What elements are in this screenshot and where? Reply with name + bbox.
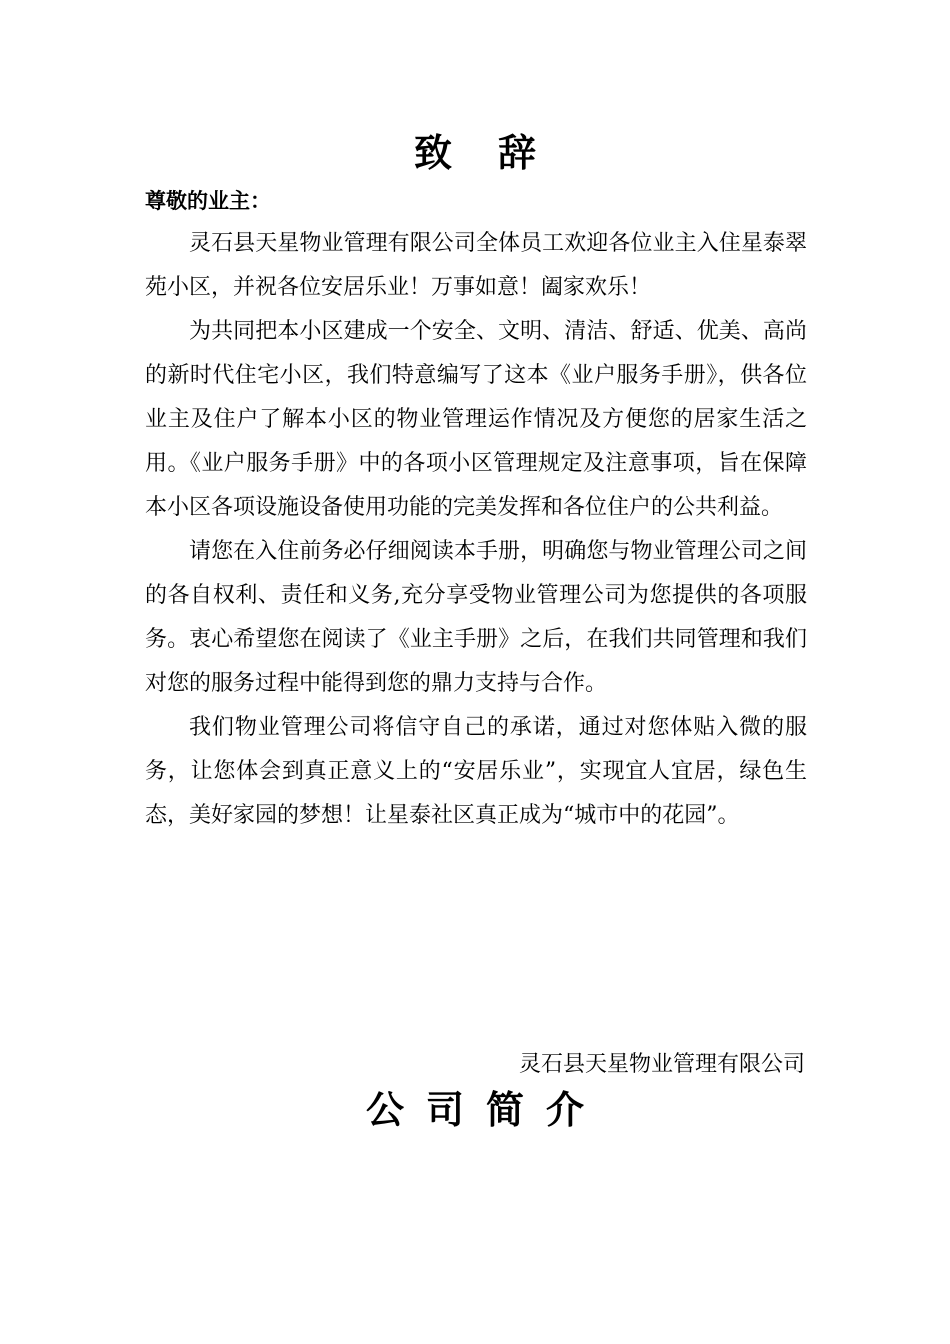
page-title: 致辞	[413, 130, 582, 175]
salutation: 尊敬的业主：	[145, 188, 271, 213]
paragraph-2: 为共同把本小区建成一个安全、文明、清洁、舒适、优美、高尚的新时代住宅小区，我们特意编写了这本《业户服务手册》，供各位业主及住户了解本小区的物业管理运作情况及方便您的居家生活之用。《业户服务手册》中的各项小区管理规定及注意事项，旨在保障本小区各项设施设备使用功能的完美发挥和各位住户的公共利益。	[145, 319, 807, 520]
paragraph-1: 灵石县天星物业管理有限公司全体员工欢迎各位业主入住星泰翠苑小区，并祝各位安居乐业！万事如意！阖家欢乐！	[145, 231, 807, 300]
section-title: 公司简介	[365, 1087, 606, 1132]
paragraph-4: 我们物业管理公司将信守自己的承诺，通过对您体贴入微的服务，让您体会到真正意义上的“安居乐业”，实现宜人宜居，绿色生态，美好家园的梦想！让星泰社区真正成为“城市中的花园”。	[145, 715, 807, 828]
signature: 灵石县天星物业管理有限公司	[518, 1052, 805, 1077]
letter-body	[145, 222, 807, 838]
paragraph-3: 请您在入住前务必仔细阅读本手册，明确您与物业管理公司之间的各自权利、责任和义务,充分享受物业管理公司为您提供的各项服务。衷心希望您在阅读了《业主手册》之后，在我们共同管理和我们对您的服务过程中能得到您的鼎力支持与合作。	[145, 539, 807, 696]
